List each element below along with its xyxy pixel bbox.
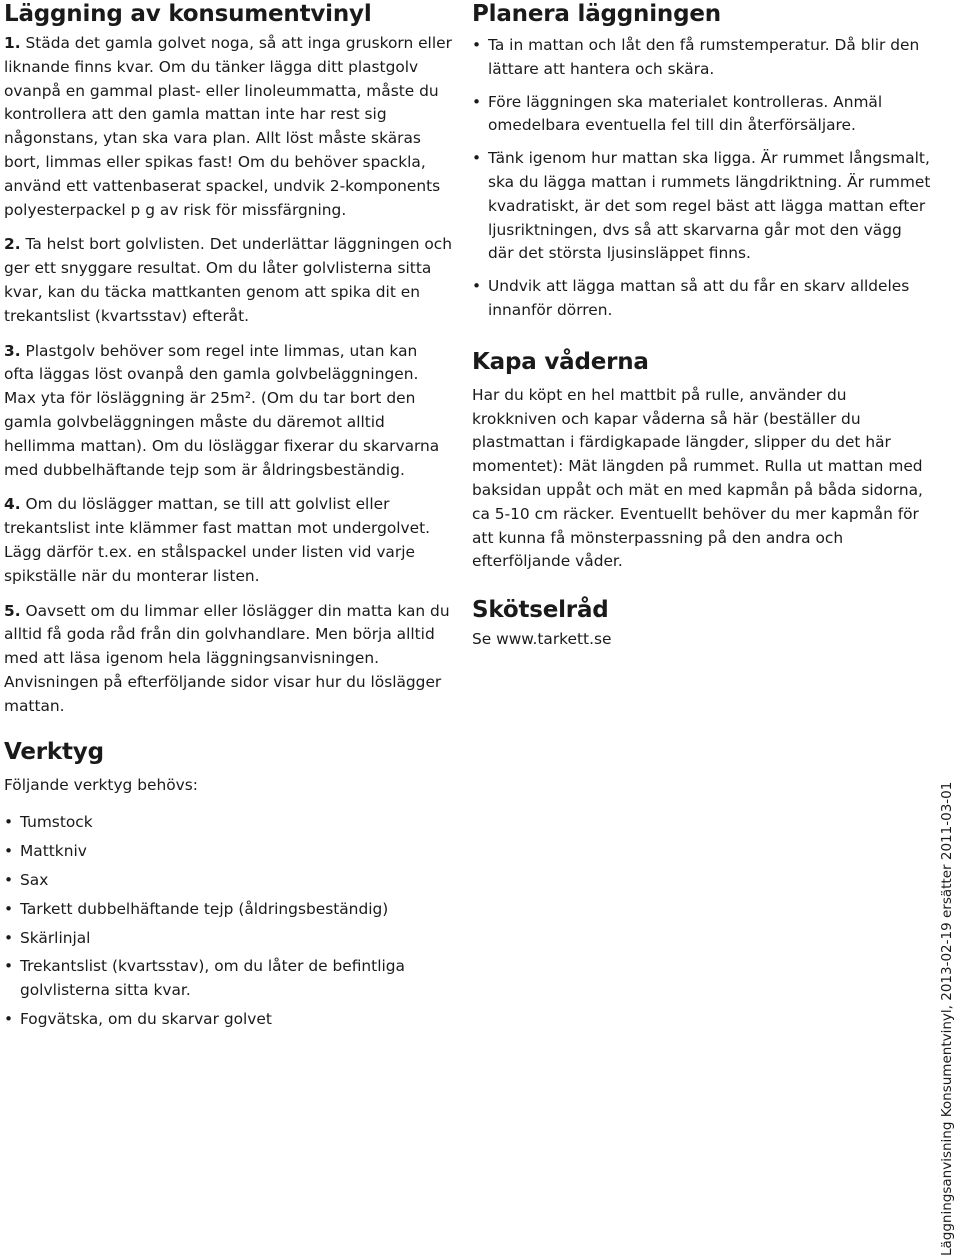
tools-heading: Verktyg xyxy=(4,738,104,765)
step-text: Ta helst bort golvlisten. Det underlättar läggningen och ger ett snyggare resultat. Om du låter golvlisterna sitta kvar, kan du täcka mattkanten genom att spika dit en trekantslist (kvartsstav) efteråt. xyxy=(4,235,453,325)
page-title: Läggning av konsumentvinyl xyxy=(4,1,372,27)
list-item: • Fogvätska, om du skarvar golvet xyxy=(4,1008,452,1032)
cut-text: Har du köpt en hel mattbit på rulle, använder du krokkniven och kapar våderna så här (beställer du plastmattan i färdigkapade längder, slipper du det här momentet): Mät längden på rummet. Rulla ut mattan med baksidan uppåt och mät en med kapmån på båda sidorna, ca 5-10 cm räcker. Eventuellt behöver du mer kapmån för att kunna få mönsterpassning på den andra och efterföljande våder. xyxy=(472,385,923,571)
list-item: • Skärlinjal xyxy=(4,927,452,951)
step-number: 1. xyxy=(4,34,21,52)
step-text: Plastgolv behöver som regel inte limmas, utan kan ofta läggas löst ovanpå den gamla golvbeläggningen. Max yta för lösläggning är 25m². (Om du tar bort den gamla golvbeläggningen måste du däremot alltid hellimma mattan). Om du lösläggar fixerar du skarvarna med dubbelhäftande tejp som är åldringsbeständig. xyxy=(4,341,440,479)
tools-intro: Följande verktyg behövs: xyxy=(4,775,198,794)
care-text: Se www.tarkett.se xyxy=(472,630,612,649)
plan-heading: Planera läggningen xyxy=(472,1,721,27)
left-column xyxy=(4,0,452,1037)
list-item: • Tarkett dubbelhäftande tejp (åldringsbeständig) xyxy=(4,898,452,922)
step-4 xyxy=(4,493,452,588)
list-item: • Tänk igenom hur mattan ska ligga. Är rummet långsmalt, ska du lägga mattan i rummets längdriktning. Är rummet kvadratiskt, är det som regel bäst att lägga mattan efter ljusriktningen, dvs så att skarvarna går mot den vägg där det största ljusinsläppet finns. xyxy=(472,147,932,266)
care-heading: Skötselråd xyxy=(472,597,609,624)
right-column xyxy=(472,0,932,652)
step-number: 4. xyxy=(4,495,21,514)
step-number: 3. xyxy=(4,341,21,360)
vertical-footer xyxy=(936,781,958,1256)
step-number: 2. xyxy=(4,235,21,254)
step-5 xyxy=(4,600,452,719)
step-number: 5. xyxy=(4,601,21,620)
document-version-text: Läggningsanvisning Konsumentvinyl, 2013-02-19 ersätter 2011-03-01 xyxy=(939,781,955,1256)
list-item: • Mattkniv xyxy=(4,840,452,864)
list-item: • Tumstock xyxy=(4,811,452,835)
step-1 xyxy=(4,32,452,222)
tools-list xyxy=(4,811,452,1031)
list-item: • Trekantslist (kvartsstav), om du låter de befintliga golvlisterna sitta kvar. xyxy=(4,955,452,1003)
step-text: Städa det gamla golvet noga, så att inga gruskorn eller liknande finns kvar. Om du tänker lägga ditt plastgolv ovanpå en gammal plast- eller linoleummatta, måste du kontrollera att den gamla mattan inte har rest sig någonstans, ytan ska vara plan. Allt löst måste skäras bort, limmas eller spikas fast! Om du behöver spackla, använd ett vattenbaserat spackel, undvik 2-komponents polyesterpackel p g av risk för missfärgning. xyxy=(4,34,452,219)
cut-heading: Kapa våderna xyxy=(472,348,649,375)
step-text: Om du löslägger mattan, se till att golvlist eller trekantslist inte klämmer fast mattan mot undergolvet. Lägg därför t.ex. en stålspackel under listen vid varje spikställe när du monterar listen. xyxy=(4,495,431,585)
list-item: • Sax xyxy=(4,869,452,893)
step-text: Oavsett om du limmar eller löslägger din matta kan du alltid få goda råd från din golvhandlare. Men börja alltid med att läsa igenom hela läggningsanvisningen. Anvisningen på efterföljande sidor visar hur du löslägger mattan. xyxy=(4,601,450,715)
list-item: • Ta in mattan och låt den få rumstemperatur. Då blir den lättare att hantera och skära. xyxy=(472,34,932,82)
plan-list xyxy=(472,34,932,323)
step-3 xyxy=(4,340,452,483)
step-2 xyxy=(4,233,452,328)
list-item: • Före läggningen ska materialet kontrolleras. Anmäl omedelbara eventuella fel till din återförsäljare. xyxy=(472,91,932,139)
list-item: • Undvik att lägga mattan så att du får en skarv alldeles innanför dörren. xyxy=(472,275,932,323)
